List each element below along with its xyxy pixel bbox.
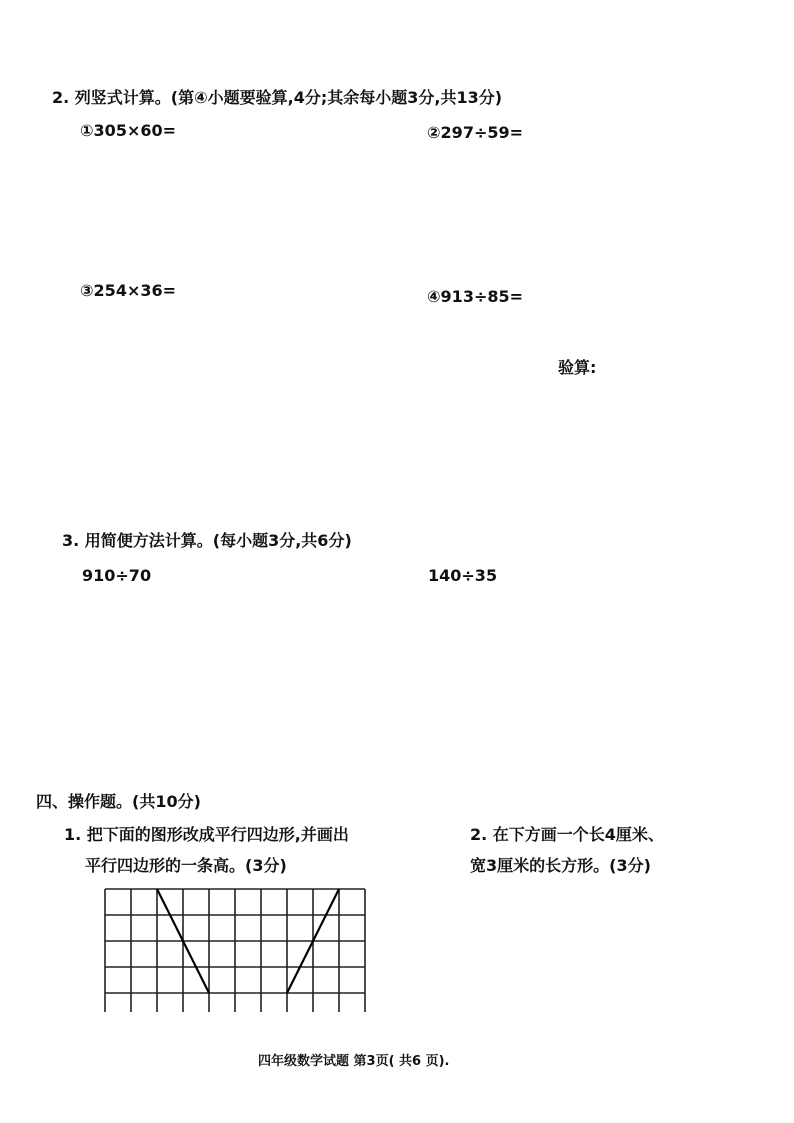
simplify-problem-1: 910÷70 [82,566,152,585]
check-label: 验算: [558,358,597,377]
q2-text-line2: 宽3厘米的长方形。(3分) [470,856,651,875]
section3-title: 3. 用简便方法计算。(每小题3分,共6分) [62,531,352,550]
q1-text-line2: 平行四边形的一条高。(3分) [85,856,287,875]
square-grid-figure [104,888,366,1012]
problem-1: ①305×60= [80,121,177,140]
problem-2: ②297÷59= [427,123,524,142]
q2-text-line1: 2. 在下方画一个长4厘米、 [470,825,664,844]
section4-title: 四、操作题。(共10分) [36,792,201,811]
problem-3: ③254×36= [80,281,177,300]
page-footer: 四年级数学试题 第3页( 共6 页). [258,1054,450,1069]
problem-4: ④913÷85= [427,287,524,306]
section2-title: 2. 列竖式计算。(第④小题要验算,4分;其余每小题3分,共13分) [52,88,503,107]
simplify-problem-2: 140÷35 [428,566,498,585]
q1-text-line1: 1. 把下面的图形改成平行四边形,并画出 [64,825,349,844]
